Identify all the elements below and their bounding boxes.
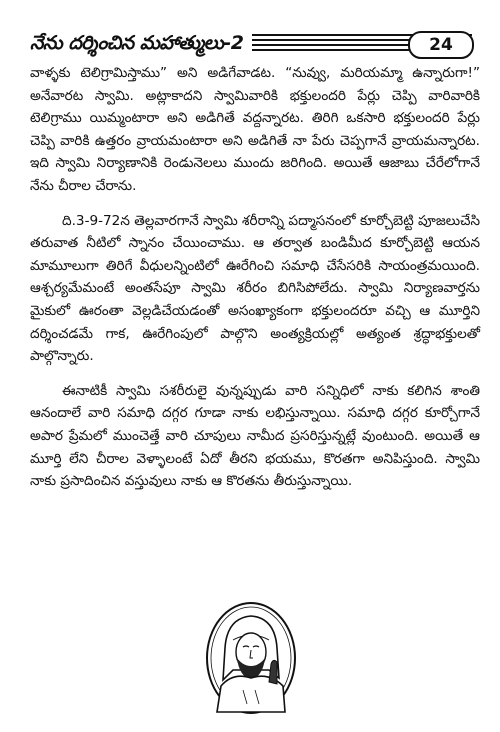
body-text — [30, 62, 480, 493]
sai-baba-portrait — [203, 600, 299, 720]
page-header — [30, 30, 478, 62]
paragraph-1: వాళ్ళకు టెలిగ్రామిస్తాము” అని అడిగేవాడట. “నువ్వు, మరియమ్మా ఉన్నారుగా!” అనేవారట స్వామి. అట్లాకాదని స్వామివారికి భక్తులందరి పేర్లు చెప్పి వారివారికి టెలిగ్రాము యిమ్మంటారా అని అడిగితే వద్దన్నారట. తిరిగి ఒకసారి భక్తులందరి పేర్లు చెప్పి వారికి ఉత్తరం వ్రాయమంటారా అని అడిగితే నా పేరు చెప్పగానే వ్రాయమన్నారట. ఇది స్వామి నిర్యాణానికి రెండునెలలు ముందు జరిగింది. అయితే ఆజాబు చేరేలోగానే నేను చీరాల చేరాను. — [30, 65, 480, 194]
paragraph-2: ది.3-9-72న తెల్లవారగానే స్వామి శరీరాన్ని పద్మాసనంలో కూర్చోబెట్టి పూజలుచేసి తరువాత నీటిలో స్నానం చేయించాము. ఆ తర్వాత బండిమీద కూర్చోబెట్టి ఆయన మామూలుగా తిరిగే వీధులన్నింటిలో ఊరేగించి సమాధి చేసేసరికి సాయంత్రమయింది. ఆశ్చర్యమేమంటే అంతసేపూ స్వామి శరీరం బిగిసిపోలేదు. స్వామి నిర్యాణవార్తను మైకులో ఊరంతా వెల్లడిచేయడంతో అసంఖ్యాకంగా భక్తులందరూ వచ్చి ఆ మూర్తిని దర్శించడమే గాక, ఊరేగింపులో పాల్గొని అంత్యక్రియల్లో అత్యంత శ్రద్ధాభక్తులతో పాల్గొన్నారు. — [30, 212, 480, 365]
book-title: నేను దర్శించిన మహాత్ములు-2 — [30, 32, 244, 54]
paragraph-3: ఈనాటికీ స్వామి సశరీరులై వున్నప్పుడు వారి సన్నిధిలో నాకు కలిగిన శాంతి ఆనందాలే వారి సమాధి దగ్గర గూడా నాకు లభిస్తున్నాయి. సమాధి దగ్గర కూర్చోగానే అపార ప్రేమలో ముంచెత్తే వారి చూపులు నామీద ప్రసరిస్తున్నట్లే వుంటుంది. అయితే ఆ మూర్తి లేని చీరాల వెళ్ళాలంటే ఏదో తీరని భయము, కొరతగా అనిపిస్తుంది. స్వామి నాకు ప్రసాదించిన వస్తువులు నాకు ఆ కొరతను తీరుస్తున్నాయి. — [30, 382, 480, 490]
page-number: 24 — [408, 31, 474, 59]
